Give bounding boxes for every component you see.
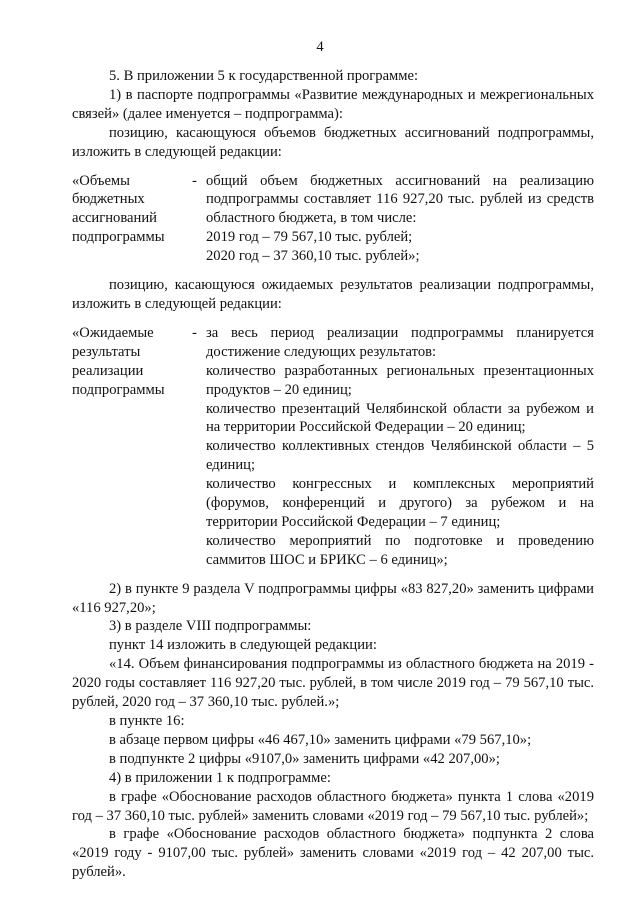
paragraph-subitem-4: 4) в приложении 1 к подпрограмме: [109, 769, 331, 786]
budget-position-label: «Объемы бюджетных ассигнований подпрограммы [72, 172, 165, 246]
paragraph-point-14: пункт 14 изложить в следующей редакции: [109, 637, 377, 654]
results-position-content [206, 324, 594, 570]
paragraph-budget-position: позицию, касающуюся объемов бюджетных ассигнований подпрограммы, изложить в следующей редакции: [72, 124, 594, 160]
budget-2019-line: 2019 год – 79 567,10 тыс. рублей; [206, 229, 413, 246]
page-number: 4 [316, 39, 324, 55]
results-position-label: «Ожидаемые результаты реализации подпрограммы [72, 324, 165, 398]
paragraph-column-point-1: в графе «Обоснование расходов областного бюджета» пункта 1 слова «2019 год – 37 360,10 тыс. рублей» заменить словами «2019 год – 79 567,10 тыс. рублей»; [72, 788, 594, 824]
paragraph-subitem-2: 2) в пункте 9 раздела V подпрограммы цифры «83 827,20» заменить цифрами «116 927,20»; [72, 580, 594, 616]
results-line: количество коллективных стендов Челябинской области – 5 единиц; [206, 438, 594, 474]
budget-position-dash: - [192, 172, 197, 189]
budget-position-block [72, 172, 594, 267]
paragraph-subitem-1: 1) в паспорте подпрограммы «Развитие международных и межрегиональных связей» (далее именуется – подпрограмма): [72, 86, 594, 122]
paragraph-point-16: в пункте 16: [109, 713, 185, 729]
paragraph-item-5: 5. В приложении 5 к государственной программе: [109, 68, 419, 84]
paragraph-results-position: позицию, касающуюся ожидаемых результатов реализации подпрограммы, изложить в следующей редакции: [72, 277, 594, 312]
paragraph-point-16-first: в абзаце первом цифры «46 467,10» заменить цифрами «79 567,10»; [109, 731, 532, 748]
results-line: количество конгрессных и комплексных мероприятий (форумов, конференций и другого) за рубежом и на территории Российской Федерации – 7 единиц; [206, 476, 594, 530]
results-line: количество презентаций Челябинской области за рубежом и на территории Российской Федерации – 20 единиц; [206, 400, 594, 436]
paragraph-point-16-sub2: в подпункте 2 цифры «9107,0» заменить цифрами «42 207,00»; [109, 750, 500, 767]
results-position-dash: - [192, 324, 197, 341]
document-body [72, 0, 594, 882]
paragraph-subitem-3: 3) в разделе VIII подпрограммы: [109, 618, 312, 635]
paragraph-point-14-text: «14. Объем финансирования подпрограммы из областного бюджета на 2019 - 2020 годы составляет 116 927,20 тыс. рублей, в том числе 2019 год – 79 567,10 тыс. рублей, 2020 год – 37 360,10 тыс. рублей.»; [72, 656, 594, 711]
budget-total-line: общий объем бюджетных ассигнований на реализацию подпрограммы составляет 116 927,20 тыс. рублей из средств областного бюджета, в том числе: [206, 172, 594, 227]
budget-position-content [206, 172, 594, 267]
budget-2020-line: 2020 год – 37 360,10 тыс. рублей»; [206, 248, 420, 265]
results-line: количество мероприятий по подготовке и проведению саммитов ШОС и БРИКС – 6 единиц»; [206, 532, 594, 568]
results-line: количество разработанных региональных презентационных продуктов – 20 единиц; [206, 362, 594, 398]
paragraph-column-subpoint-2: в графе «Обоснование расходов областного бюджета» подпункта 2 слова «2019 году - 9107,00 тыс. рублей» заменить словами «2019 год – 42 207,00 тыс. рублей». [72, 826, 594, 881]
results-intro-line: за весь период реализации подпрограммы планируется достижение следующих результатов: [206, 324, 594, 360]
results-position-block [72, 324, 594, 570]
